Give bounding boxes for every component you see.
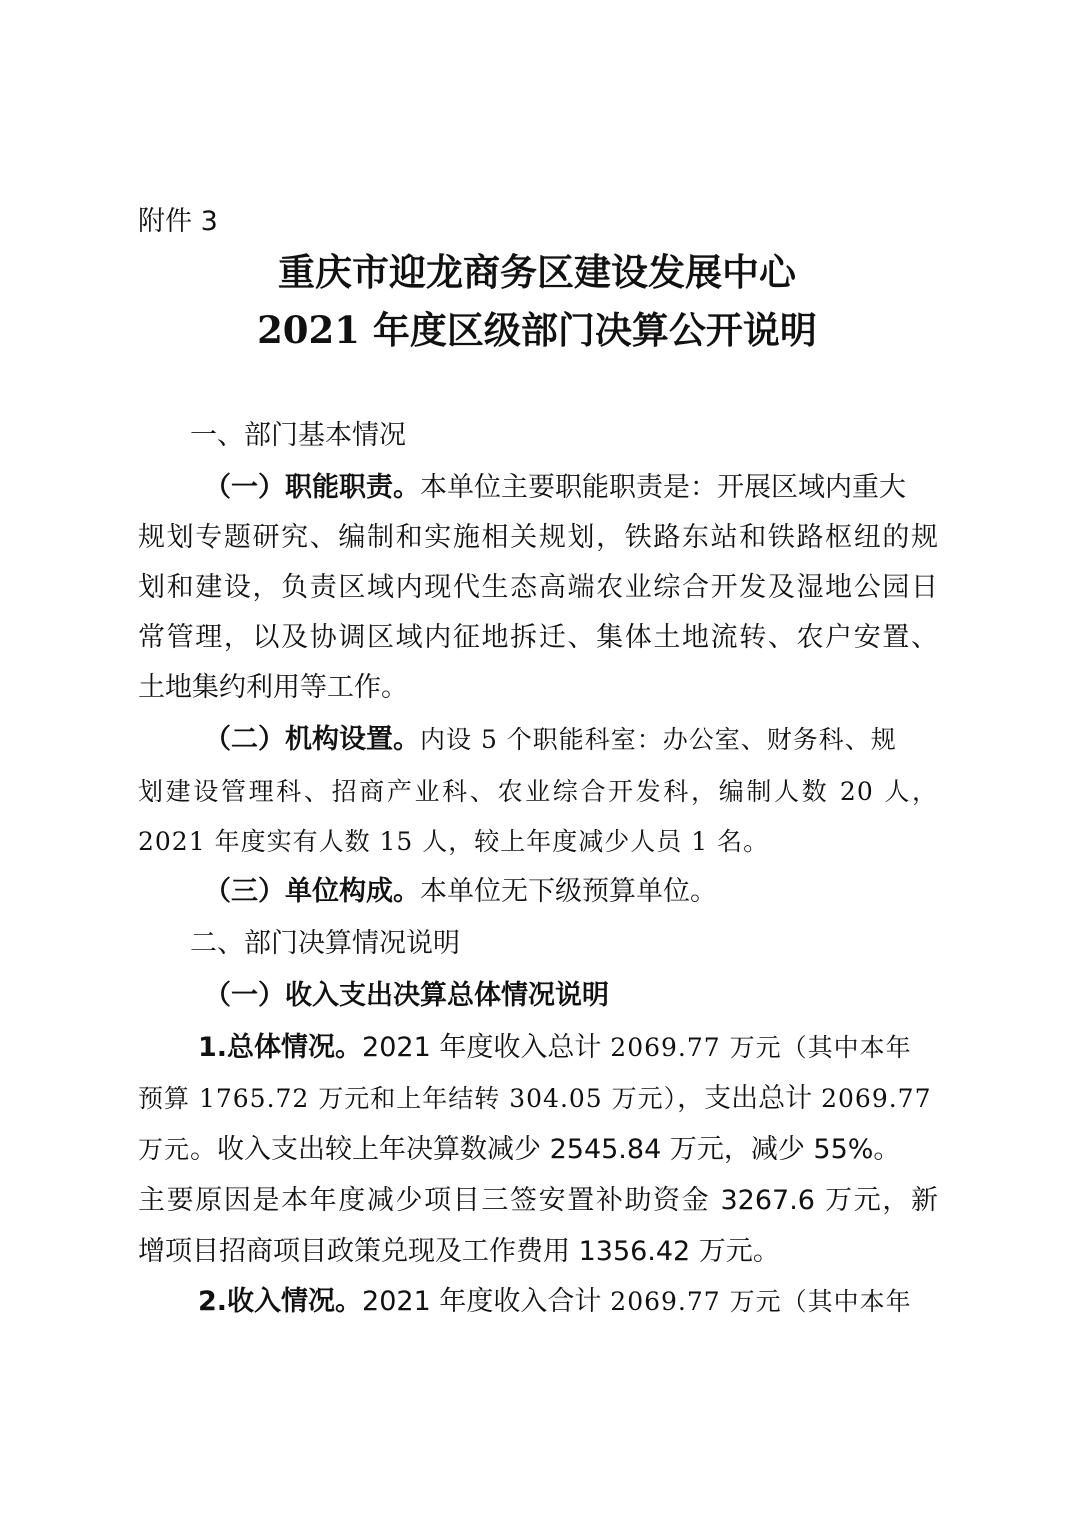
paragraph-units-lead: （三）单位构成。 xyxy=(204,876,420,907)
paragraph-structure-line-3: 2021 年度实有人数 15 人，较上年度减少人员 1 名。 xyxy=(138,827,770,856)
paragraph-structure-line-1 xyxy=(204,719,897,761)
paragraph-overall-line-5: 增项目招商项目政策兑现及工作费用 1356.42 万元。 xyxy=(138,1236,780,1267)
document-title-line-1: 重庆市迎龙商务区建设发展中心 xyxy=(278,250,796,294)
paragraph-structure-text: 内设 5 个职能科室：办公室、财务科、规 xyxy=(420,725,897,754)
document-title-line-2: 2021 年度区级部门决算公开说明 xyxy=(257,308,817,352)
paragraph-duties-lead: （一）职能职责。 xyxy=(204,472,420,503)
paragraph-duties-line-4: 常管理，以及协调区域内征地拆迁、集体土地流转、农户安置、 xyxy=(138,622,938,653)
paragraph-duties-line-5: 土地集约利用等工作。 xyxy=(138,672,408,703)
section-2-heading: 二、部门决算情况说明 xyxy=(190,928,460,959)
paragraph-duties-line-3: 划和建设，负责区域内现代生态高端农业综合开发及湿地公园日 xyxy=(138,572,938,603)
paragraph-duties-text: 本单位主要职能职责是：开展区域内重大 xyxy=(420,472,906,503)
paragraph-overall-lead: 1.总体情况。 xyxy=(198,1032,363,1063)
paragraph-overall-line-2: 预算 1765.72 万元和上年结转 304.05 万元），支出总计 2069.77 xyxy=(138,1083,932,1114)
section-1-heading: 一、部门基本情况 xyxy=(190,420,406,451)
attachment-label: 附件 3 xyxy=(138,206,218,237)
paragraph-overall-line-4: 主要原因是本年度减少项目三签安置补助资金 3267.6 万元，新 xyxy=(138,1185,938,1216)
paragraph-units-text: 本单位无下级预算单位。 xyxy=(420,876,717,907)
subsection-1-heading: （一）收入支出决算总体情况说明 xyxy=(204,980,609,1011)
paragraph-duties-line-2: 规划专题研究、编制和实施相关规划，铁路东站和铁路枢纽的规 xyxy=(138,522,938,553)
paragraph-units xyxy=(204,871,717,913)
paragraph-structure-lead: （二）机构设置。 xyxy=(204,724,420,755)
paragraph-duties-line-1 xyxy=(204,467,906,509)
paragraph-structure-line-2: 划建设管理科、招商产业科、农业综合开发科，编制人数 20 人， xyxy=(138,777,938,806)
paragraph-overall-line-3: 万元。收入支出较上年决算数减少 2545.84 万元，减少 55%。 xyxy=(138,1134,901,1165)
paragraph-overall-line-1: 1.总体情况。2021 年度收入总计 2069.77 万元（其中本年 xyxy=(198,1032,912,1063)
paragraph-income-line-1: 2.收入情况。2021 年度收入合计 2069.77 万元（其中本年 xyxy=(198,1286,912,1317)
paragraph-income-lead: 2.收入情况。 xyxy=(198,1286,363,1317)
